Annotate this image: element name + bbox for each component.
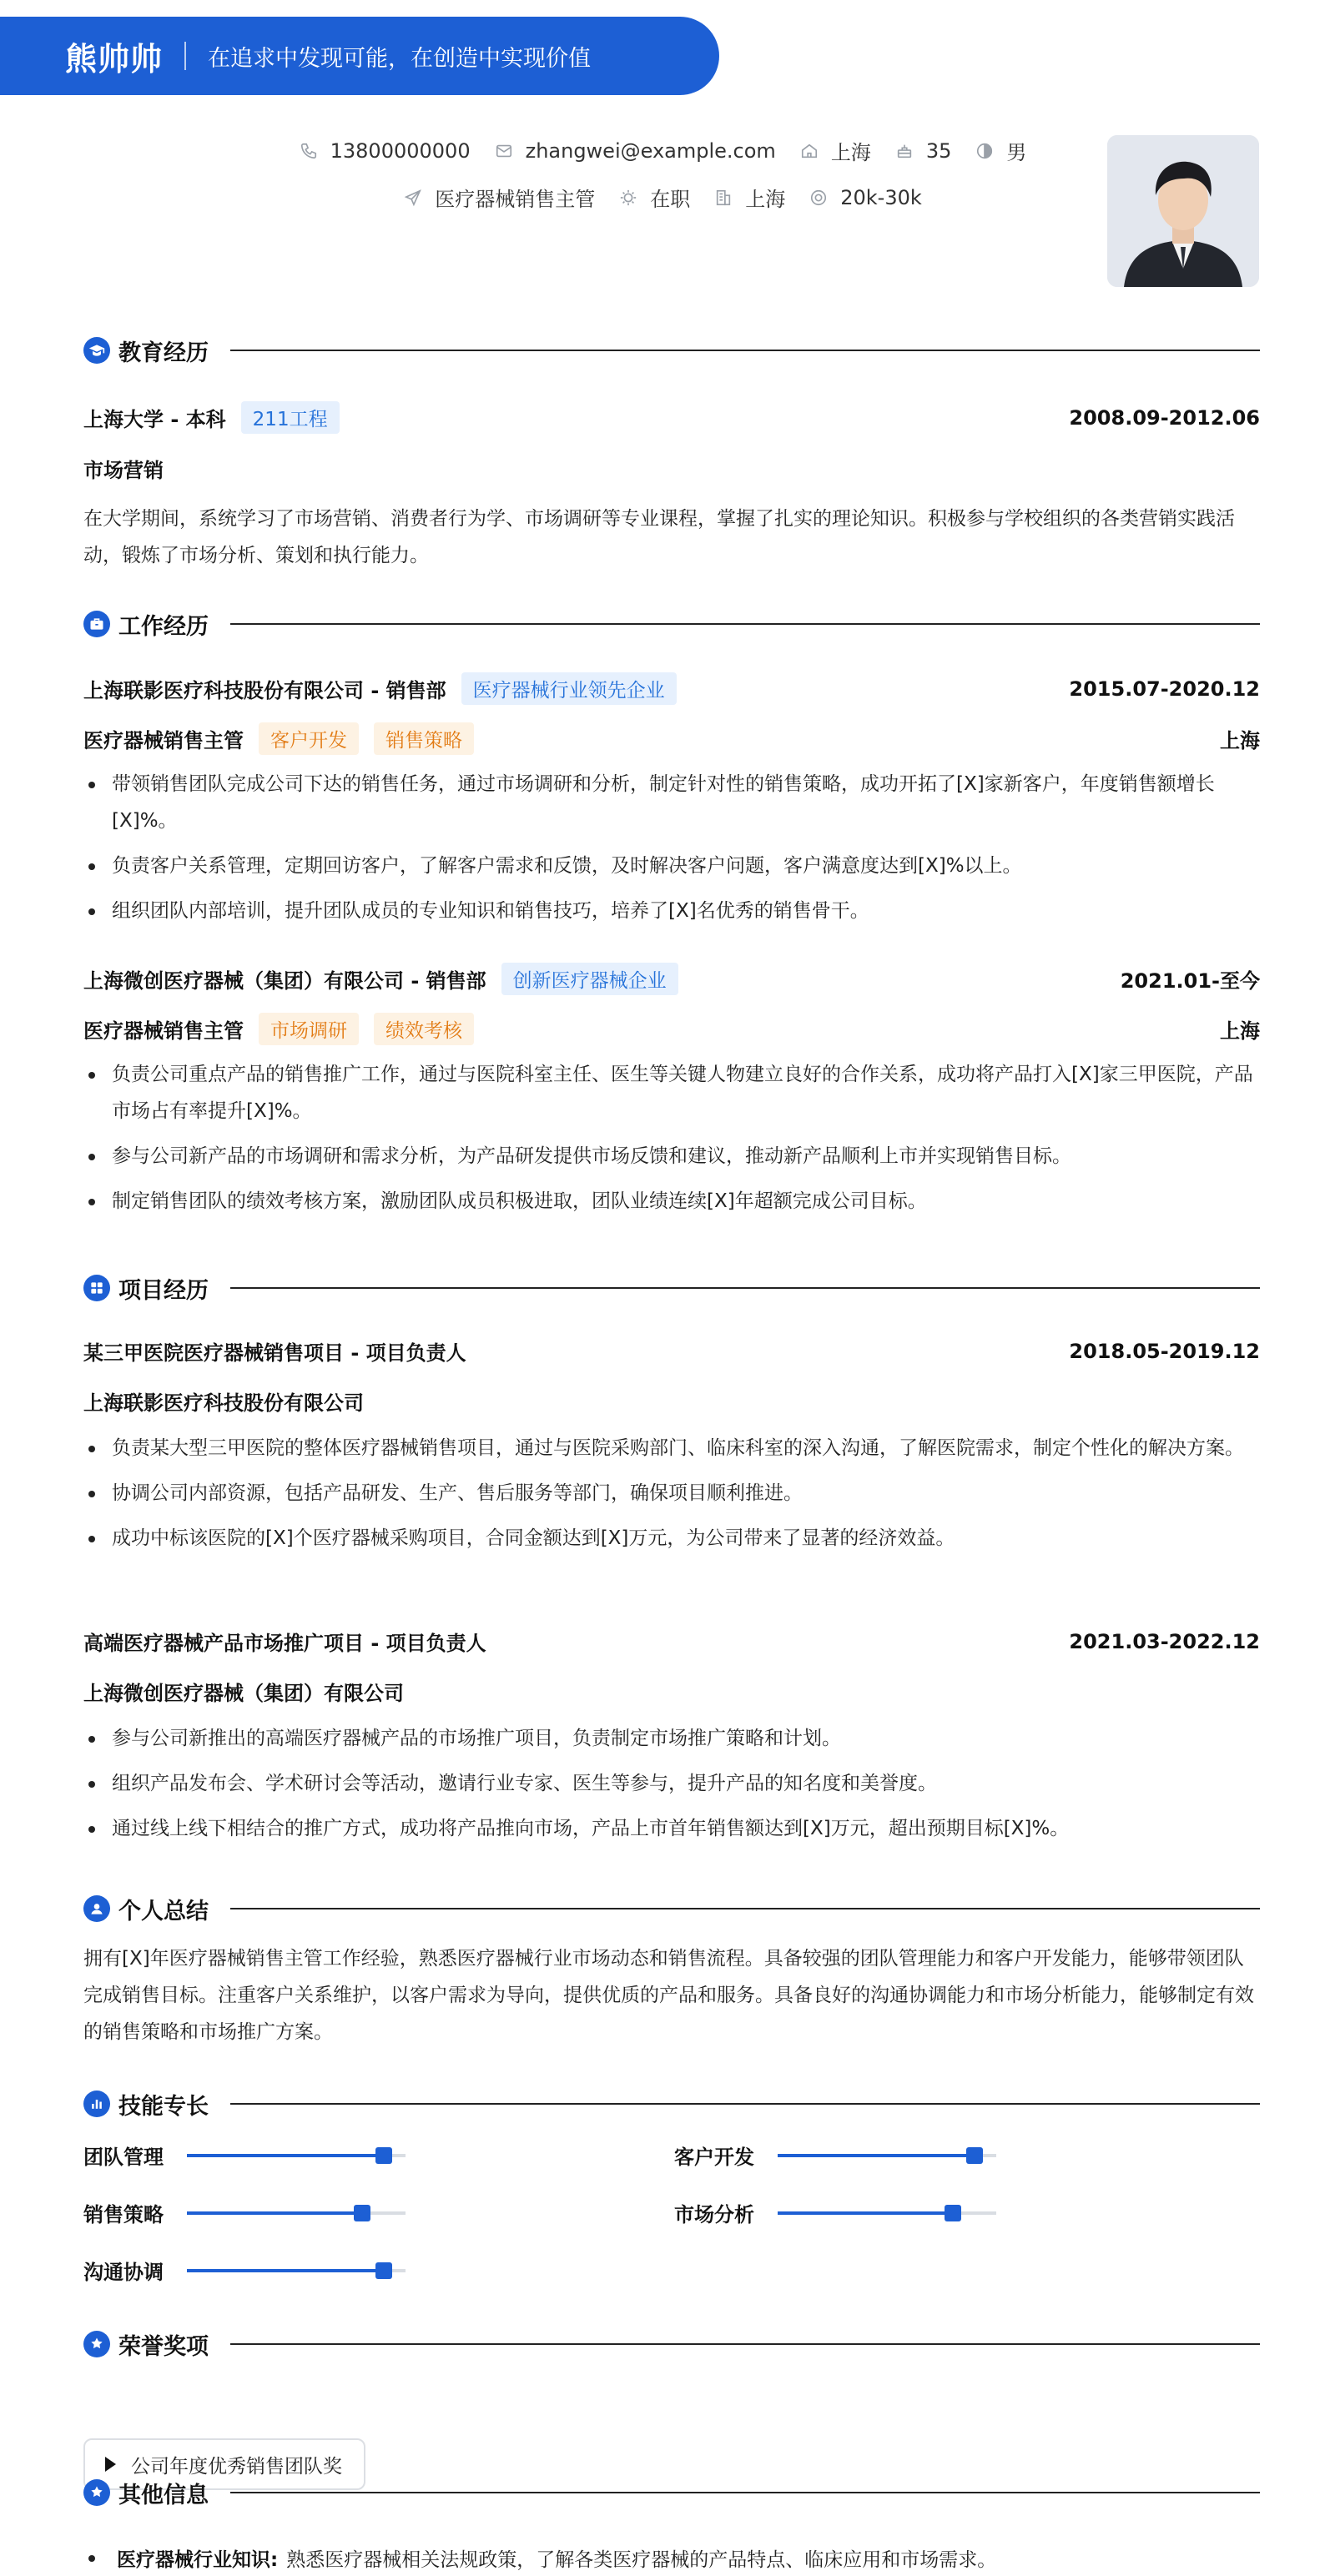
project-2-org-row [83, 1677, 1260, 1706]
skill-bar [187, 2211, 406, 2215]
section-divider [230, 350, 1260, 351]
skill-name: 市场分析 [674, 2203, 754, 2226]
project-name: 某三甲医院医疗器械销售项目 - 项目负责人 [83, 1341, 466, 1365]
email-text: zhangwei@example.com [525, 138, 776, 163]
position-text: 医疗器械销售主管 [435, 188, 596, 211]
bar-chart-icon [83, 2090, 110, 2117]
role-tag: 客户开发 [259, 722, 359, 755]
section-title: 个人总结 [118, 1898, 209, 1924]
coin-icon [809, 188, 829, 208]
phone-icon [299, 141, 319, 161]
job-company: 上海微创医疗器械（集团）有限公司 - 销售部 [83, 969, 486, 993]
list-item: 参与公司新产品的市场调研和需求分析，为产品研发提供市场反馈和建议，推动新产品顺利上市并实现销售目标。 [83, 1138, 1260, 1175]
job-2-header [83, 963, 1260, 995]
section-divider [230, 2492, 1260, 2493]
job-location: 上海 [1220, 1019, 1260, 1043]
section-divider [230, 623, 1260, 625]
section-summary [83, 1892, 1260, 1925]
skill-item [83, 2141, 406, 2170]
list-item: 制定销售团队的绩效考核方案，激励团队成员积极进取，团队业绩连续[X]年超额完成公司目标。 [83, 1183, 1260, 1220]
list-item: 参与公司新推出的高端医疗器械产品的市场推广项目，负责制定市场推广策略和计划。 [83, 1720, 1260, 1757]
medal-icon [83, 2331, 110, 2357]
skill-name: 销售策略 [83, 2203, 164, 2226]
section-education [83, 334, 1260, 367]
header-banner [0, 17, 719, 95]
section-title: 其他信息 [118, 2482, 209, 2508]
contact-gender [975, 136, 1026, 165]
salary-text: 20k-30k [840, 185, 922, 209]
contact-position [403, 183, 595, 212]
other-info-label: 医疗器械行业知识: [117, 2549, 279, 2571]
job-role: 医疗器械销售主管 [83, 729, 244, 752]
grid-icon [83, 1275, 110, 1301]
banner-divider [184, 42, 186, 70]
contact-email[interactable] [494, 139, 776, 163]
role-tag: 市场调研 [259, 1013, 359, 1045]
list-item: 负责某大型三甲医院的整体医疗器械销售项目，通过与医院采购部门、临床科室的深入沟通，了解医院需求，制定个性化的解决方案。 [83, 1430, 1260, 1467]
project-org: 上海微创医疗器械（集团）有限公司 [83, 1682, 404, 1705]
job-company: 上海联影医疗科技股份有限公司 - 销售部 [83, 679, 446, 702]
cake-icon [894, 141, 914, 161]
list-item: 组织产品发布会、学术研讨会等活动，邀请行业专家、医生等参与，提升产品的知名度和美誉度。 [83, 1765, 1260, 1802]
skill-item [674, 2198, 996, 2227]
summary-text: 拥有[X]年医疗器械销售主管工作经验，熟悉医疗器械行业市场动态和销售流程。具备较强的团队管理能力和客户开发能力，能够带领团队完成销售目标。注重客户关系维护，以客户需求为导向，提供优质的产品和服务。具备良好的沟通协调能力和市场分析能力，能够制定有效的销售策略和市场推广方案。 [83, 1948, 1254, 2043]
project-1-org-row [83, 1386, 1260, 1416]
award-text: 公司年度优秀销售团队奖 [131, 2455, 342, 2478]
section-title: 荣誉奖项 [118, 2333, 209, 2360]
company-tag: 医疗器械行业领先企业 [461, 672, 677, 705]
other-info-text: 熟悉医疗器械相关法规政策，了解各类医疗器械的产品特点、临床应用和市场需求。 [286, 2549, 997, 2571]
list-item: 通过线上线下相结合的推广方式，成功将产品推向市场，产品上市首年销售额达到[X]万元，超出预期目标[X]%。 [83, 1810, 1260, 1847]
paper-plane-icon [403, 188, 423, 208]
section-divider [230, 2103, 1260, 2105]
skill-name: 客户开发 [674, 2146, 754, 2169]
education-major-row [83, 454, 1260, 483]
briefcase-icon [83, 611, 110, 637]
project-period: 2021.03-2022.12 [1069, 1629, 1260, 1653]
skill-item [674, 2141, 996, 2170]
job-1-bullets [83, 766, 1260, 938]
avatar [1107, 135, 1259, 287]
contact-work-city [713, 183, 785, 212]
building-icon [713, 188, 733, 208]
education-major: 市场营销 [83, 459, 164, 482]
job-2-role-row [83, 1013, 1260, 1045]
list-item: 负责客户关系管理，定期回访客户，了解客户需求和反馈，及时解决客户问题，客户满意度达到[X]%以上。 [83, 848, 1260, 884]
star-icon [83, 2479, 110, 2506]
project-org: 上海联影医疗科技股份有限公司 [83, 1391, 364, 1415]
candidate-motto: 在追求中发现可能，在创造中实现价值 [208, 45, 592, 72]
section-skills [83, 2087, 1260, 2121]
home-icon [799, 141, 819, 161]
list-item: 负责公司重点产品的销售推广工作，通过与医院科室主任、医生等关键人物建立良好的合作关系，成功将产品打入[X]家三甲医院，产品市场占有率提升[X]%。 [83, 1056, 1260, 1130]
skill-bar [778, 2211, 996, 2215]
education-description: 在大学期间，系统学习了市场营销、消费者行为学、市场调研等专业课程，掌握了扎实的理论知识。积极参与学校组织的各类营销实践活动，锻炼了市场分析、策划和执行能力。 [83, 508, 1235, 566]
status-text: 在职 [650, 188, 691, 211]
phone-text: 13800000000 [330, 138, 471, 163]
age-text: 35 [925, 138, 952, 163]
project-period: 2018.05-2019.12 [1069, 1339, 1260, 1363]
job-period: 2015.07-2020.12 [1069, 677, 1260, 701]
section-title: 工作经历 [118, 613, 209, 640]
job-location: 上海 [1220, 729, 1260, 752]
contact-salary [809, 186, 922, 209]
list-item: 带领销售团队完成公司下达的销售任务，通过市场调研和分析，制定针对性的销售策略，成功开拓了[X]家新客户，年度销售额增长[X]%。 [83, 766, 1260, 839]
skill-item [83, 2256, 406, 2285]
status-icon [618, 188, 638, 208]
work-city-text: 上海 [745, 188, 786, 211]
section-divider [230, 1908, 1260, 1909]
mail-icon [494, 141, 514, 161]
list-item: 协调公司内部资源，包括产品研发、生产、售后服务等部门，确保项目顺利推进。 [83, 1475, 1260, 1512]
contact-age [894, 139, 952, 163]
user-icon [83, 1895, 110, 1922]
skill-bar [187, 2269, 406, 2272]
section-other [83, 2476, 1260, 2509]
graduation-cap-icon [83, 337, 110, 364]
education-period: 2008.09-2012.06 [1069, 405, 1260, 430]
section-divider [230, 1287, 1260, 1289]
section-title: 项目经历 [118, 1277, 209, 1304]
school-name: 上海大学 - 本科 [83, 408, 226, 431]
job-period: 2021.01-至今 [1120, 969, 1260, 993]
section-title: 教育经历 [118, 340, 209, 366]
contact-status [618, 183, 690, 212]
role-tag: 绩效考核 [374, 1013, 474, 1045]
education-header [83, 401, 1260, 434]
play-icon [105, 2457, 116, 2472]
section-title: 技能专长 [118, 2093, 209, 2120]
section-awards [83, 2327, 1260, 2361]
candidate-name: 熊帅帅 [65, 40, 164, 78]
job-1-role-row [83, 722, 1260, 755]
project-1-bullets [83, 1430, 1260, 1565]
section-work [83, 607, 1260, 641]
gender-text: 男 [1006, 141, 1027, 164]
company-tag: 创新医疗器械企业 [501, 963, 678, 995]
project-2-bullets [83, 1720, 1260, 1855]
job-role: 医疗器械销售主管 [83, 1019, 244, 1043]
section-divider [230, 2343, 1260, 2345]
school-tag: 211工程 [241, 401, 340, 434]
skill-name: 沟通协调 [83, 2261, 164, 2284]
bullet-dot [88, 2555, 95, 2562]
contact-phone[interactable] [299, 139, 471, 163]
skill-bar [778, 2154, 996, 2157]
skill-item [83, 2198, 406, 2227]
role-tag: 销售策略 [374, 722, 474, 755]
gender-icon [975, 141, 995, 161]
contact-city [799, 136, 871, 165]
project-2-header [83, 1627, 1260, 1656]
section-projects [83, 1271, 1260, 1305]
list-item: 成功中标该医院的[X]个医疗器械采购项目，合同金额达到[X]万元，为公司带来了显著的经济效益。 [83, 1520, 1260, 1557]
other-info-item [83, 2544, 1260, 2572]
profile-photo [1107, 135, 1259, 287]
skill-name: 团队管理 [83, 2146, 164, 2169]
project-name: 高端医疗器械产品市场推广项目 - 项目负责人 [83, 1632, 486, 1655]
job-2-bullets [83, 1056, 1260, 1228]
skill-bar [187, 2154, 406, 2157]
city-text: 上海 [830, 141, 871, 164]
list-item: 组织团队内部培训，提升团队成员的专业知识和销售技巧，培养了[X]名优秀的销售骨干。 [83, 893, 1260, 929]
project-1-header [83, 1336, 1260, 1366]
job-1-header [83, 672, 1260, 705]
